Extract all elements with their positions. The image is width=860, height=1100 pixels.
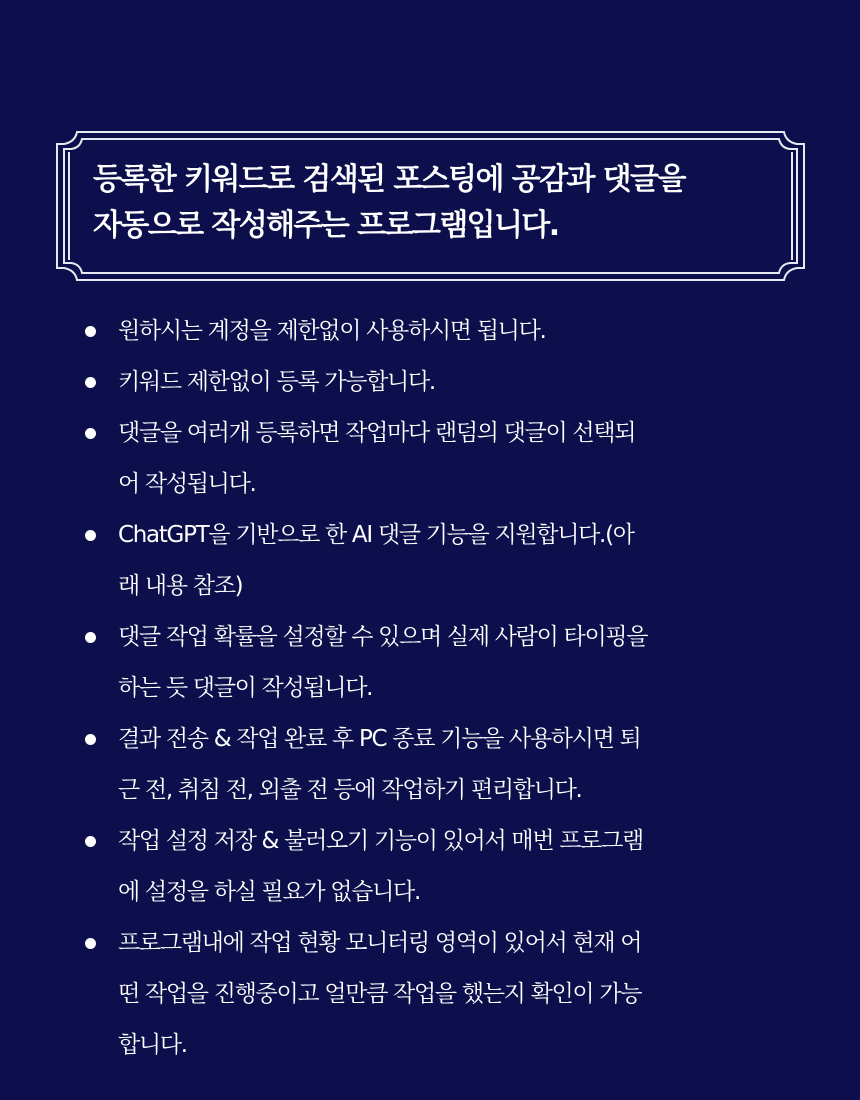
headline: [93, 157, 783, 249]
headline-line-2: 자동으로 작성해주는 프로그램입니다.: [93, 208, 559, 243]
feature-item: [85, 510, 805, 612]
bullet-icon: [85, 734, 96, 745]
feature-item: [85, 612, 805, 714]
bullet-icon: [85, 938, 96, 949]
bullet-icon: [85, 836, 96, 847]
feature-text-continued: 하는 듯 댓글이 작성됩니다.: [118, 675, 373, 701]
bullet-icon: [85, 377, 96, 388]
feature-list: [85, 306, 805, 1071]
bullet-icon: [85, 530, 96, 541]
feature-text: 결과 전송 & 작업 완료 후 PC 종료 기능을 사용하시면 퇴: [118, 726, 641, 752]
feature-text-continued: 합니다.: [118, 1032, 187, 1058]
feature-text: 키워드 제한없이 등록 가능합니다.: [118, 369, 435, 395]
feature-text: 댓글 작업 확률을 설정할 수 있으며 실제 사람이 타이핑을: [118, 624, 648, 650]
feature-item: [85, 357, 805, 408]
feature-item: [85, 918, 805, 1071]
feature-text-continued: 어 작성됩니다.: [118, 471, 256, 497]
feature-item: [85, 306, 805, 357]
feature-text: 댓글을 여러개 등록하면 작업마다 랜덤의 댓글이 선택되: [118, 420, 636, 446]
bullet-icon: [85, 632, 96, 643]
feature-text-continued: 떤 작업을 진행중이고 얼만큼 작업을 했는지 확인이 가능: [118, 981, 642, 1007]
feature-text: 원하시는 계정을 제한없이 사용하시면 됩니다.: [118, 318, 546, 344]
feature-text: 작업 설정 저장 & 불러오기 기능이 있어서 매번 프로그램: [118, 828, 643, 854]
feature-text: 프로그램내에 작업 현황 모니터링 영역이 있어서 현재 어: [118, 930, 642, 956]
feature-text-continued: 래 내용 참조): [118, 573, 243, 599]
feature-item: [85, 714, 805, 816]
bullet-icon: [85, 326, 96, 337]
feature-text-continued: 근 전, 취침 전, 외출 전 등에 작업하기 편리합니다.: [118, 777, 582, 803]
feature-text-continued: 에 설정을 하실 필요가 없습니다.: [118, 879, 420, 905]
headline-line-1: 등록한 키워드로 검색된 포스팅에 공감과 댓글을: [93, 162, 685, 197]
feature-item: [85, 408, 805, 510]
bullet-icon: [85, 428, 96, 439]
feature-text: ChatGPT을 기반으로 한 AI 댓글 기능을 지원합니다.(아: [118, 522, 634, 548]
feature-item: [85, 816, 805, 918]
